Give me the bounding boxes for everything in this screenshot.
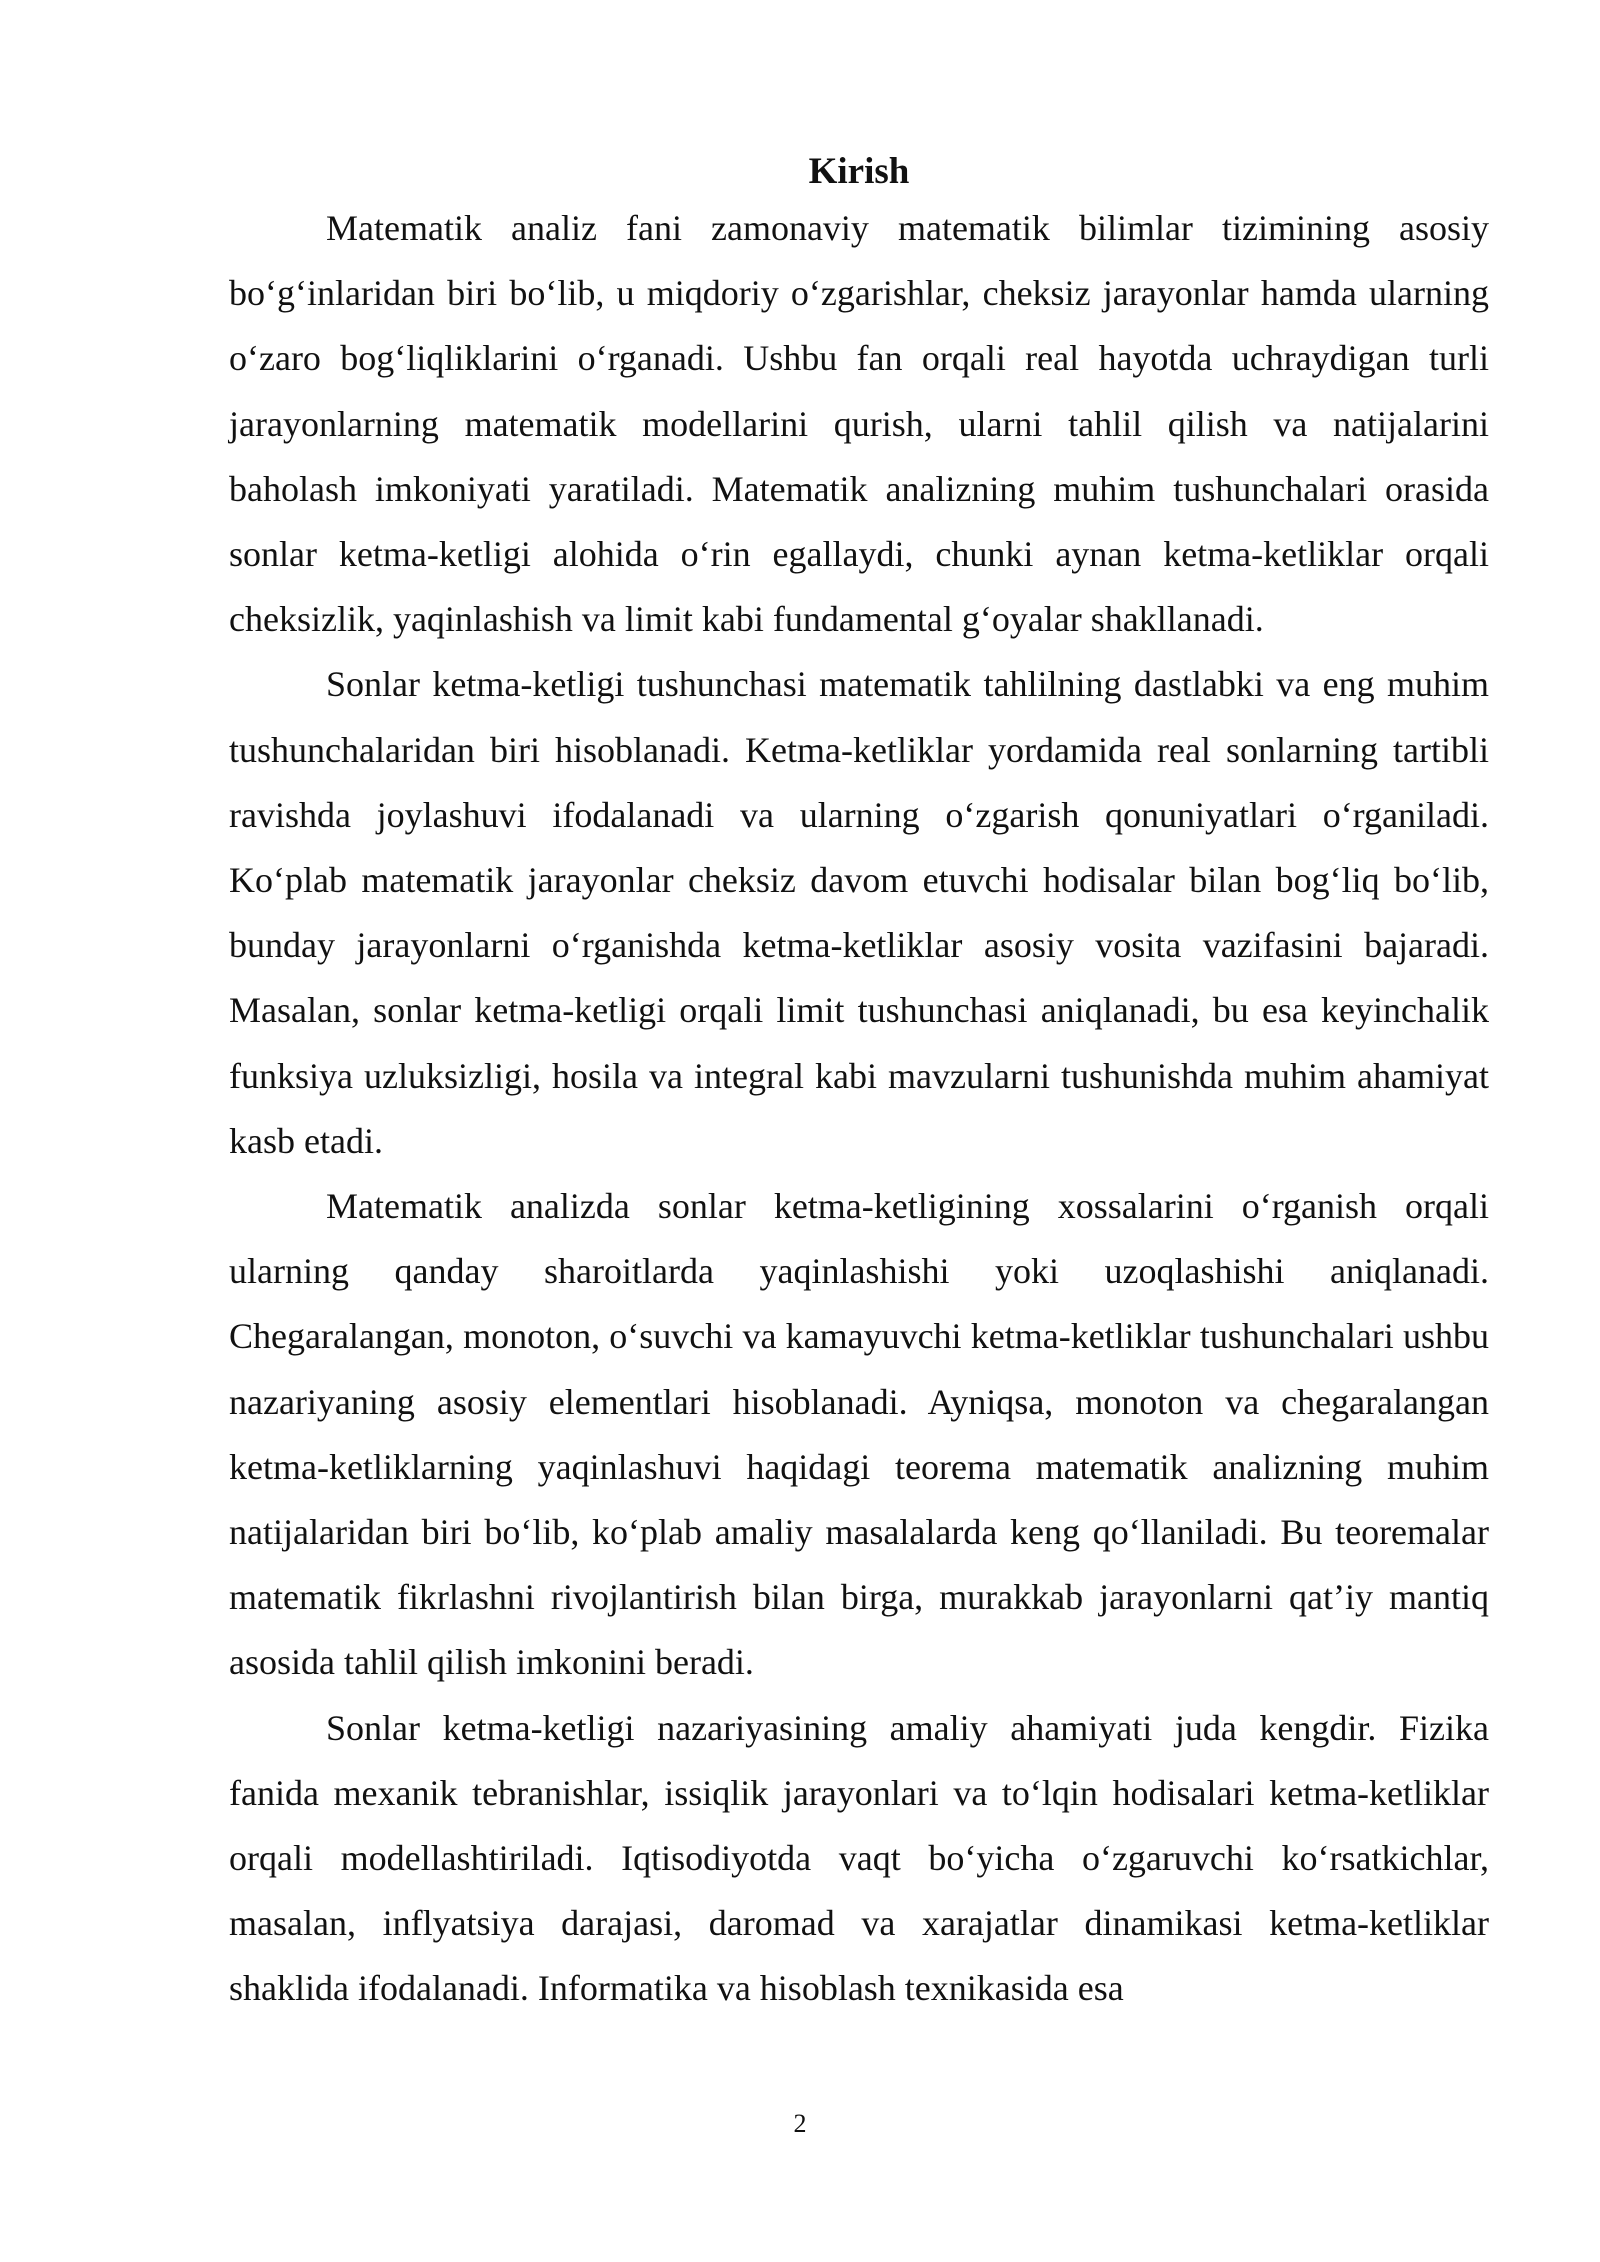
page-content [229, 148, 1489, 2022]
page-number: 2 [793, 2109, 807, 2138]
paragraph-2: Sonlar ketma-ketligi tushunchasi matematik tahlilning dastlabki va eng muhim tushunchalaridan biri hisoblanadi. Ketma-ketliklar yordamida real sonlarning tartibli ravishda joylashuvi ifodalanadi va ularning o‘zgarish qonuniyatlari o‘rganiladi. Ko‘plab matematik jarayonlar cheksiz davom etuvchi hodisalar bilan bog‘liq bo‘lib, bunday jarayonlarni o‘rganishda ketma-ketliklar asosiy vosita vazifasini bajaradi. Masalan, sonlar ketma-ketligi orqali limit tushunchasi aniqlanadi, bu esa keyinchalik funksiya uzluksizligi, hosila va integral kabi mavzularni tushunishda muhim ahamiyat kasb etadi. [229, 664, 1489, 1161]
section-title: Kirish [808, 151, 910, 192]
paragraph-1: Matematik analiz fani zamonaviy matematik bilimlar tizimining asosiy bo‘g‘inlaridan biri bo‘lib, u miqdoriy o‘zgarishlar, cheksiz jarayonlar hamda ularning o‘zaro bog‘liqliklarini o‘rganadi. Ushbu fan orqali real hayotda uchraydigan turli jarayonlarning matematik modellarini qurish, ularni tahlil qilish va natijalarini baholash imkoniyati yaratiladi. Matematik analizning muhim tushunchalari orasida sonlar ketma-ketligi alohida o‘rin egallaydi, chunki aynan ketma-ketliklar orqali cheksizlik, yaqinlashish va limit kabi fundamental g‘oyalar shakllanadi. [229, 208, 1489, 640]
paragraph-4: Sonlar ketma-ketligi nazariyasining amaliy ahamiyati juda kengdir. Fizika fanida mexanik tebranishlar, issiqlik jarayonlari va to‘lqin hodisalari ketma-ketliklar orqali modellashtiriladi. Iqtisodiyotda vaqt bo‘yicha o‘zgaruvchi ko‘rsatkichlar, masalan, inflyatsiya darajasi, daromad va xarajatlar dinamikasi ketma-ketliklar shaklida ifodalanadi. Informatika va hisoblash texnikasida esa [229, 1707, 1489, 2009]
paragraph-3: Matematik analizda sonlar ketma-ketligining xossalarini o‘rganish orqali ularning qanday sharoitlarda yaqinlashishi yoki uzoqlashishi aniqlanadi. Chegaralangan, monoton, o‘suvchi va kamayuvchi ketma-ketliklar tushunchalari ushbu nazariyaning asosiy elementlari hisoblanadi. Ayniqsa, monoton va chegaralangan ketma-ketliklarning yaqinlashuvi haqidagi teorema matematik analizning muhim natijalaridan biri bo‘lib, ko‘plab amaliy masalalarda keng qo‘llaniladi. Bu teoremalar matematik fikrlashni rivojlantirish bilan birga, murakkab jarayonlarni qat’iy mantiq asosida tahlil qilish imkonini beradi. [229, 1186, 1489, 1683]
